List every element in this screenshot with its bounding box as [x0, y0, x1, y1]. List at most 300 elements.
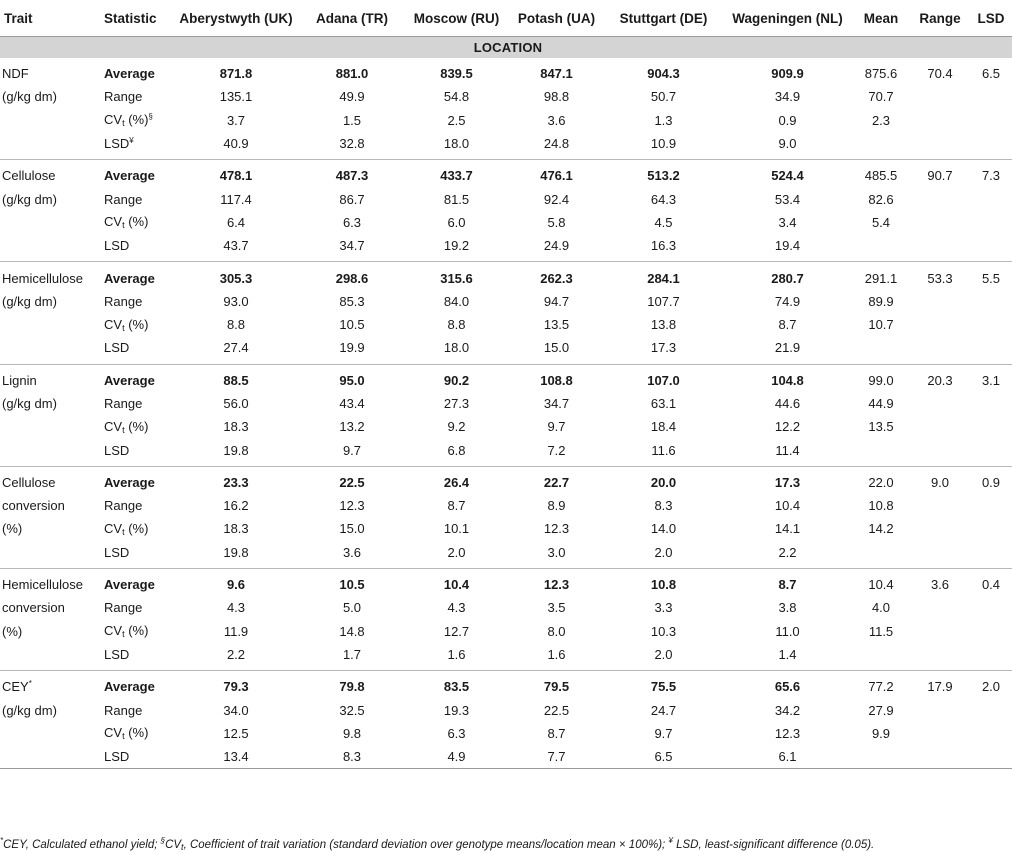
location-value: 10.3 [650, 623, 677, 639]
trait-cell [0, 58, 100, 85]
location-value: 53.4 [774, 191, 801, 207]
stat-label: LSD [104, 136, 130, 152]
empty-cell [910, 336, 970, 364]
empty-cell [970, 745, 1012, 769]
trait-cell [0, 671, 100, 699]
stat-label: LSD [104, 238, 130, 254]
location-value: 104.8 [771, 372, 804, 388]
location-value: 284.1 [647, 270, 680, 286]
empty-cell [970, 336, 1012, 364]
range-value: 20.3 [927, 372, 953, 388]
location-value: 6.3 [342, 214, 362, 230]
location-value: 19.8 [172, 541, 300, 569]
trait-cell [0, 541, 100, 569]
statistic-label [100, 160, 172, 188]
statistic-label [100, 392, 172, 415]
header-location: Wageningen (NL) [723, 0, 852, 37]
empty-cell [970, 392, 1012, 415]
stat-label: LSD [104, 749, 130, 765]
location-value: 63.1 [650, 396, 677, 411]
trait-label: (g/kg dm) [2, 293, 57, 309]
table-row [0, 643, 1012, 671]
location-value: 40.9 [172, 132, 300, 160]
location-value: 19.9 [300, 336, 404, 364]
statistic-label [100, 466, 172, 494]
location-value: 1.5 [342, 112, 362, 128]
location-value: 10.8 [650, 577, 677, 593]
location-value: 8.7 [447, 498, 466, 514]
empty-cell [970, 415, 1012, 438]
trait-cell [0, 620, 100, 643]
stat-label: Average [104, 168, 155, 184]
stat-label: Average [104, 270, 155, 286]
header-location: Potash (UA) [509, 0, 604, 37]
trait-cell [0, 211, 100, 234]
empty-cell [970, 620, 1012, 643]
location-value: 8.3 [300, 745, 404, 769]
footnote-yen-mark: ¥ [668, 836, 673, 845]
stat-label: LSD [104, 646, 130, 662]
location-value: 98.8 [543, 89, 570, 105]
location-value: 13.2 [339, 419, 365, 435]
location-value: 305.3 [219, 270, 253, 286]
range-value: 3.6 [930, 577, 950, 593]
location-value: 88.5 [223, 372, 249, 388]
location-value: 4.3 [226, 600, 246, 616]
empty-cell [910, 643, 970, 671]
location-value: 23.3 [223, 474, 249, 490]
table-row [0, 494, 1012, 517]
stat-label: Range [104, 191, 143, 207]
location-value: 108.8 [540, 372, 573, 388]
statistic-label [100, 58, 172, 85]
table-row [0, 438, 1012, 466]
location-value: 6.8 [404, 438, 509, 466]
stat-label: Average [104, 66, 155, 82]
location-value: 1.6 [509, 643, 604, 671]
location-value: 871.8 [219, 66, 253, 82]
mean-value: 22.0 [868, 474, 894, 490]
location-value: 12.2 [774, 419, 801, 435]
table-row [0, 568, 1012, 596]
location-value: 7.2 [509, 438, 604, 466]
stat-label: LSD [104, 544, 130, 560]
trait-cell [0, 234, 100, 262]
location-value: 19.3 [443, 702, 470, 718]
location-value: 117.4 [220, 191, 252, 207]
location-value: 16.2 [223, 498, 249, 514]
stat-label: Range [104, 600, 143, 616]
location-value: 8.8 [226, 317, 246, 333]
trait-cell [0, 438, 100, 466]
empty-cell [970, 438, 1012, 466]
stat-cv-label: CV [104, 418, 123, 434]
empty-cell [970, 643, 1012, 671]
stat-label: Average [104, 577, 155, 593]
lsd-value: 7.3 [981, 168, 1001, 184]
table-row [0, 187, 1012, 210]
location-value: 18.0 [404, 132, 509, 160]
empty-cell [970, 313, 1012, 336]
location-value: 11.6 [604, 438, 723, 466]
mean-value: 27.9 [868, 702, 894, 718]
location-value: 3.6 [300, 541, 404, 569]
table-row [0, 745, 1012, 769]
empty-cell [910, 234, 970, 262]
empty-cell [970, 698, 1012, 721]
location-value: 10.5 [339, 577, 365, 593]
statistic-label [100, 596, 172, 619]
location-value: 12.3 [774, 725, 801, 741]
header-mean: Mean [852, 0, 910, 37]
location-value: 22.5 [543, 702, 570, 718]
location-value: 107.7 [647, 293, 680, 309]
trait-label: Hemicellulose [2, 270, 83, 286]
location-value: 10.5 [339, 317, 365, 333]
trait-label: Lignin [2, 372, 37, 388]
location-value: 19.2 [404, 234, 509, 262]
location-value: 107.0 [647, 372, 680, 388]
mean-value: 11.5 [868, 623, 894, 639]
empty-cell [910, 313, 970, 336]
trait-label: (g/kg dm) [2, 89, 57, 105]
header-location: Stuttgart (DE) [604, 0, 723, 37]
range-value: 53.3 [927, 270, 953, 286]
statistic-label [100, 234, 172, 262]
location-value: 90.2 [443, 372, 470, 388]
table-row [0, 313, 1012, 336]
statistic-label [100, 698, 172, 721]
trait-cell [0, 187, 100, 210]
mean-value: 5.4 [871, 214, 891, 230]
location-value: 83.5 [443, 679, 470, 695]
empty-cell [970, 596, 1012, 619]
location-value: 16.3 [604, 234, 723, 262]
empty-cell [910, 290, 970, 313]
trait-cell [0, 415, 100, 438]
empty-cell [910, 596, 970, 619]
location-value: 2.5 [447, 112, 466, 128]
statistic-label [100, 290, 172, 313]
trait-label: (g/kg dm) [2, 191, 57, 207]
location-value: 8.7 [778, 577, 797, 593]
mean-value: 89.9 [868, 293, 894, 309]
empty-cell [970, 494, 1012, 517]
location-value: 21.9 [723, 336, 852, 364]
location-value: 32.5 [339, 702, 365, 718]
location-value: 0.9 [778, 112, 797, 128]
mean-value: 485.5 [864, 168, 898, 184]
mean-value [852, 745, 910, 769]
location-value: 94.7 [543, 293, 570, 309]
empty-cell [970, 290, 1012, 313]
trait-label: conversion [2, 498, 65, 514]
location-value: 12.7 [443, 623, 470, 639]
header-location: Moscow (RU) [404, 0, 509, 37]
mean-value [852, 132, 910, 160]
location-value: 6.1 [723, 745, 852, 769]
location-value: 9.7 [300, 438, 404, 466]
location-value: 6.0 [447, 214, 466, 230]
mean-value: 99.0 [868, 372, 894, 388]
trait-label: (g/kg dm) [2, 702, 57, 718]
table-row [0, 722, 1012, 745]
trait-cell [0, 568, 100, 596]
location-value: 81.5 [443, 191, 470, 207]
location-value: 54.8 [443, 89, 470, 105]
location-value: 5.8 [547, 214, 566, 230]
stat-label: Average [104, 679, 155, 695]
trait-label: Hemicellulose [2, 577, 83, 593]
location-value: 27.3 [443, 396, 470, 411]
statistic-label [100, 541, 172, 569]
location-value: 3.5 [547, 600, 566, 616]
footnote-cv: CV [165, 839, 182, 851]
stat-cv-label: CV [104, 623, 123, 639]
statistic-label [100, 336, 172, 364]
trait-label: Cellulose [2, 474, 56, 490]
location-value: 315.6 [440, 270, 473, 286]
stat-cv-sub: t [122, 118, 125, 129]
location-value: 487.3 [335, 168, 369, 184]
location-value: 6.3 [447, 725, 466, 741]
trait-cell [0, 494, 100, 517]
header-range: Range [910, 0, 970, 37]
stat-cv-sub: t [122, 424, 125, 435]
location-value: 34.7 [300, 234, 404, 262]
trait-cell [0, 336, 100, 364]
location-value: 34.7 [543, 396, 570, 411]
empty-cell [910, 438, 970, 466]
location-value: 2.0 [404, 541, 509, 569]
stat-cv-label: CV [104, 520, 123, 536]
footnote-text-3: LSD, least-significant difference (0.05). [672, 839, 875, 851]
location-value: 24.9 [509, 234, 604, 262]
location-value: 79.5 [543, 679, 570, 695]
location-value: 904.3 [647, 66, 680, 82]
location-value: 65.6 [774, 679, 801, 695]
location-value: 11.0 [775, 623, 800, 639]
stat-label: Range [104, 498, 143, 514]
trait-cell [0, 313, 100, 336]
table-row [0, 698, 1012, 721]
trait-label: NDF [2, 66, 29, 82]
location-value: 6.4 [226, 214, 246, 230]
stat-label: Range [104, 702, 143, 718]
mean-value: 10.4 [868, 577, 894, 593]
statistic-label [100, 262, 172, 290]
lsd-value: 5.5 [981, 270, 1001, 286]
trait-cell [0, 290, 100, 313]
mean-value: 4.0 [871, 600, 891, 616]
location-value: 13.8 [650, 317, 677, 333]
statistic-label [100, 132, 172, 160]
statistic-label [100, 109, 172, 132]
location-value: 14.1 [774, 521, 801, 537]
location-value: 433.7 [440, 168, 473, 184]
table-row [0, 466, 1012, 494]
location-value: 75.5 [650, 679, 677, 695]
table-row [0, 160, 1012, 188]
empty-cell [970, 132, 1012, 160]
location-value: 12.3 [543, 521, 570, 537]
stat-cv-unit: (%) [124, 520, 149, 536]
location-value: 18.4 [650, 419, 677, 435]
empty-cell [910, 698, 970, 721]
location-value: 847.1 [540, 66, 573, 82]
location-value: 4.5 [654, 214, 673, 230]
stat-cv-sub: t [122, 629, 125, 640]
header-lsd: LSD [970, 0, 1012, 37]
cey-footnote-mark: * [28, 679, 32, 689]
statistic-label [100, 568, 172, 596]
stat-cv-unit: (%) [124, 214, 149, 230]
location-value: 7.7 [509, 745, 604, 769]
location-value: 64.3 [650, 191, 677, 207]
location-value: 4.3 [447, 600, 466, 616]
table-row [0, 85, 1012, 108]
location-value: 1.3 [654, 112, 673, 128]
location-value: 478.1 [219, 168, 253, 184]
empty-cell [910, 541, 970, 569]
trait-cell [0, 517, 100, 540]
trait-cell [0, 109, 100, 132]
location-value: 92.4 [543, 191, 570, 207]
footnote [0, 836, 874, 852]
location-value: 8.7 [547, 725, 566, 741]
trait-label: conversion [2, 600, 65, 616]
empty-cell [970, 517, 1012, 540]
location-value: 32.8 [300, 132, 404, 160]
location-value: 8.8 [447, 317, 466, 333]
footnote-text-1: CEY, Calculated ethanol yield; [3, 839, 161, 851]
statistic-label [100, 494, 172, 517]
empty-cell [910, 85, 970, 108]
empty-cell [910, 722, 970, 745]
mean-value: 2.3 [871, 112, 891, 128]
location-value: 84.0 [443, 293, 470, 309]
location-value: 2.0 [604, 643, 723, 671]
header-row [0, 0, 1012, 37]
location-value: 74.9 [774, 293, 801, 309]
location-value: 9.7 [654, 725, 673, 741]
location-value: 22.7 [543, 474, 570, 490]
mean-value: 9.9 [871, 725, 891, 741]
header-location: Adana (TR) [300, 0, 404, 37]
statistic-label [100, 517, 172, 540]
location-value: 4.9 [404, 745, 509, 769]
table-row [0, 415, 1012, 438]
empty-cell [970, 109, 1012, 132]
location-value: 34.0 [223, 702, 249, 718]
location-value: 18.3 [223, 419, 249, 435]
statistic-label [100, 722, 172, 745]
trait-label: (g/kg dm) [2, 396, 57, 411]
location-value: 14.8 [339, 623, 365, 639]
mean-value [852, 336, 910, 364]
empty-cell [910, 745, 970, 769]
stat-label: LSD [104, 442, 130, 458]
location-value: 9.6 [226, 577, 246, 593]
location-value: 14.0 [650, 521, 677, 537]
trait-cell [0, 643, 100, 671]
location-value: 95.0 [339, 372, 365, 388]
trait-cell [0, 85, 100, 108]
mean-value [852, 438, 910, 466]
table-row [0, 541, 1012, 569]
location-value: 839.5 [440, 66, 473, 82]
trait-label: CEY [2, 679, 29, 695]
table-row [0, 671, 1012, 699]
empty-cell [910, 620, 970, 643]
stat-cv-label: CV [104, 112, 123, 128]
location-value: 24.7 [650, 702, 677, 718]
trait-label: Cellulose [2, 168, 56, 184]
empty-cell [970, 722, 1012, 745]
range-value: 9.0 [930, 474, 950, 490]
location-value: 15.0 [509, 336, 604, 364]
mean-value: 14.2 [868, 521, 894, 537]
location-value: 26.4 [443, 474, 470, 490]
stat-cv-label: CV [104, 214, 123, 230]
lsd-value: 3.1 [981, 372, 1001, 388]
location-value: 13.5 [543, 317, 570, 333]
location-value: 8.3 [654, 498, 673, 514]
location-value: 17.3 [774, 474, 801, 490]
table-row [0, 234, 1012, 262]
lsd-value: 0.4 [981, 577, 1001, 593]
location-value: 17.3 [604, 336, 723, 364]
lsd-value: 2.0 [981, 679, 1001, 695]
mean-value: 10.8 [868, 498, 894, 514]
mean-value: 77.2 [868, 679, 894, 695]
empty-cell [910, 517, 970, 540]
stat-cv-unit: (%) [124, 725, 149, 741]
stat-cv-label: CV [104, 725, 123, 741]
empty-cell [910, 132, 970, 160]
empty-cell [910, 392, 970, 415]
stat-label: Range [104, 89, 143, 105]
location-value: 11.9 [223, 623, 249, 639]
location-value: 8.0 [547, 623, 566, 639]
location-value: 909.9 [771, 66, 804, 82]
mean-value: 44.9 [868, 396, 894, 411]
location-value: 8.7 [778, 317, 797, 333]
trait-cell [0, 466, 100, 494]
location-value: 9.2 [447, 419, 466, 435]
stat-cv-label: CV [104, 316, 123, 332]
mean-value [852, 541, 910, 569]
header-location: Aberystwyth (UK) [172, 0, 300, 37]
location-value: 49.9 [339, 89, 365, 105]
empty-cell [910, 187, 970, 210]
empty-cell [970, 211, 1012, 234]
location-value: 135.1 [219, 89, 253, 105]
empty-cell [970, 234, 1012, 262]
stat-cv-unit: (%) [124, 623, 149, 639]
table-row [0, 364, 1012, 392]
trait-cell [0, 262, 100, 290]
trait-label: (%) [2, 623, 23, 639]
location-value: 9.8 [342, 725, 362, 741]
location-value: 280.7 [771, 270, 804, 286]
location-value: 10.4 [774, 498, 801, 514]
table-row [0, 392, 1012, 415]
footnote-star: * [0, 836, 4, 845]
location-value: 13.4 [172, 745, 300, 769]
location-value: 1.7 [300, 643, 404, 671]
table-row [0, 132, 1012, 160]
